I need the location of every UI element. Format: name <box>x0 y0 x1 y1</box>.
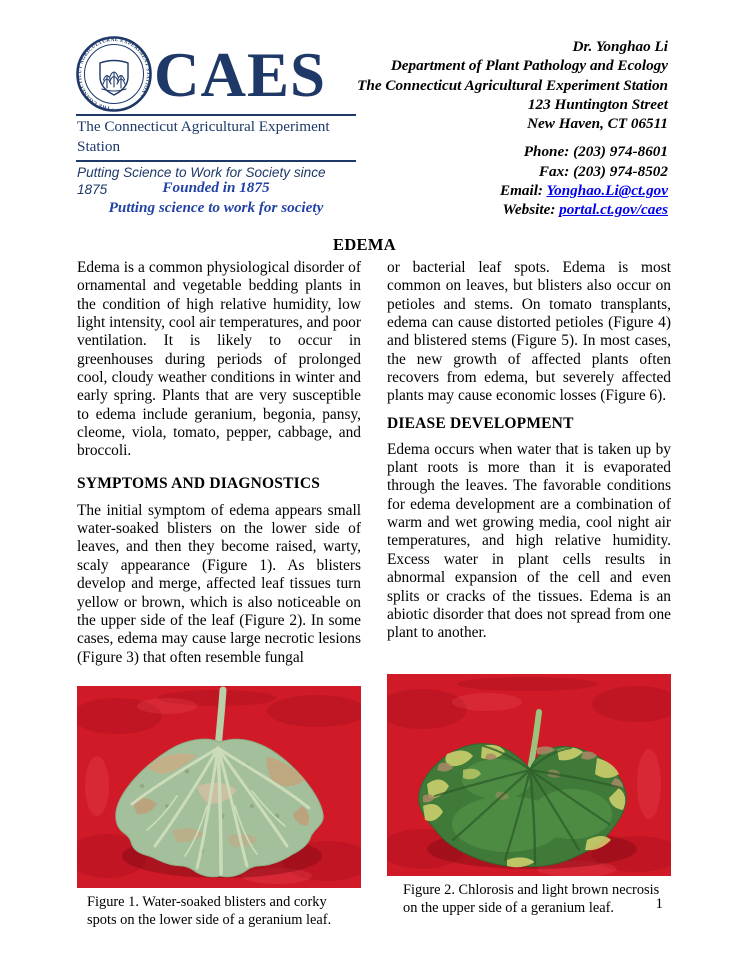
contact-city: New Haven, CT 06511 <box>527 115 668 133</box>
logo-tagline: Putting Science to Work for Society since 1875 <box>77 165 326 197</box>
symptoms-heading: SYMPTOMS AND DIAGNOSTICS <box>77 474 321 492</box>
website-label: Website: <box>502 201 560 219</box>
caes-acronym: CAES <box>154 40 327 110</box>
fax-label: Fax: <box>538 162 574 180</box>
symptoms-paragraph: The initial symptom of edema appears small water-soaked blisters on the lower side of leaves, and then they become raised, warty, scaly appearance (Figure 1). As blisters develop and merge, affected leaf tissues turn yellow or brown, which is also noticeable on the upper side of the leaf (Figure 2). In some cases, edema may cause large necrotic lesions (Figure 3) that often resemble fungal <box>77 501 361 666</box>
email-link[interactable]: Yonghao.Li@ct.gov <box>546 182 668 200</box>
disease-heading: DIEASE DEVELOPMENT <box>387 414 574 432</box>
email-label: Email: <box>499 182 547 200</box>
right-column <box>387 259 671 930</box>
article-columns <box>77 259 671 930</box>
founded-line2: Putting science to work for society <box>108 198 324 216</box>
figure-1 <box>77 686 361 930</box>
intro-paragraph: Edema is a common physiological disorder of ornamental and vegetable bedding plants in the condition of high relative humidity, low light intensity, cool air temperatures, and poor ventilation. It is likely to occur in greenhouses during periods of prolonged cool, cloudy weather conditions in winter and early spring. Plants that are very susceptible to edema include geranium, begonia, pansy, cleome, viola, tomato, pepper, cabbage, and broccoli. <box>77 259 361 460</box>
phone-value: (203) 974-8601 <box>573 143 668 161</box>
founded-line1: Founded in 1875 <box>162 179 270 196</box>
contact-phone-row <box>248 142 668 161</box>
logo-org-name: The Connecticut Agricultural Experiment Station <box>77 118 330 155</box>
left-column <box>77 259 361 930</box>
contact-department: Department of Plant Pathology and Ecology <box>390 57 668 75</box>
page-number: 1 <box>655 896 663 912</box>
contact-street: 123 Huntington Street <box>527 95 668 113</box>
figure-2-caption: Figure 2. Chlorosis and light brown necrosis on the upper side of a geranium leaf. <box>403 881 660 917</box>
figure-2 <box>387 674 671 918</box>
fax-value: (203) 974-8502 <box>573 162 668 180</box>
continuation-paragraph: or bacterial leaf spots. Edema is most common on leaves, but blisters also occur on petioles and stems. On tomato transplants, edema can cause distorted petioles (Figure 4) and blistered stems (Figure 5). In most cases, the new growth of affected plants often recovers from edema, but severely affected plants may cause economic losses (Figure 6). <box>387 259 671 405</box>
caes-seal-icon <box>76 36 152 112</box>
website-link[interactable]: portal.ct.gov/caes <box>559 201 668 219</box>
figure-2-photo <box>387 674 671 876</box>
page-title: EDEMA <box>333 235 396 254</box>
figure-1-photo <box>77 686 361 888</box>
founded-block <box>76 178 356 217</box>
phone-label: Phone: <box>523 143 574 161</box>
seal-ring-text: · THE CONNECTICUT AGRICULTURAL EXPERIMENT STATION · <box>76 36 152 112</box>
contact-organization: The Connecticut Agricultural Experiment Station <box>357 76 668 94</box>
contact-name: Dr. Yonghao Li <box>572 38 668 55</box>
disease-paragraph: Edema occurs when water that is taken up by plant roots is more than it is evaporated through the leaves. The favorable conditions for edema development are a combination of warm and wet growing media, cool night air temperatures, and high relative humidity. Excess water in plant cells results in abnormal expansion of the cell and even splits or cracks of the tissues. Edema is an abiotic disorder that does not spread from one plant to another. <box>387 440 671 642</box>
figure-1-caption: Figure 1. Water-soaked blisters and corky spots on the lower side of a geranium leaf. <box>87 893 332 929</box>
